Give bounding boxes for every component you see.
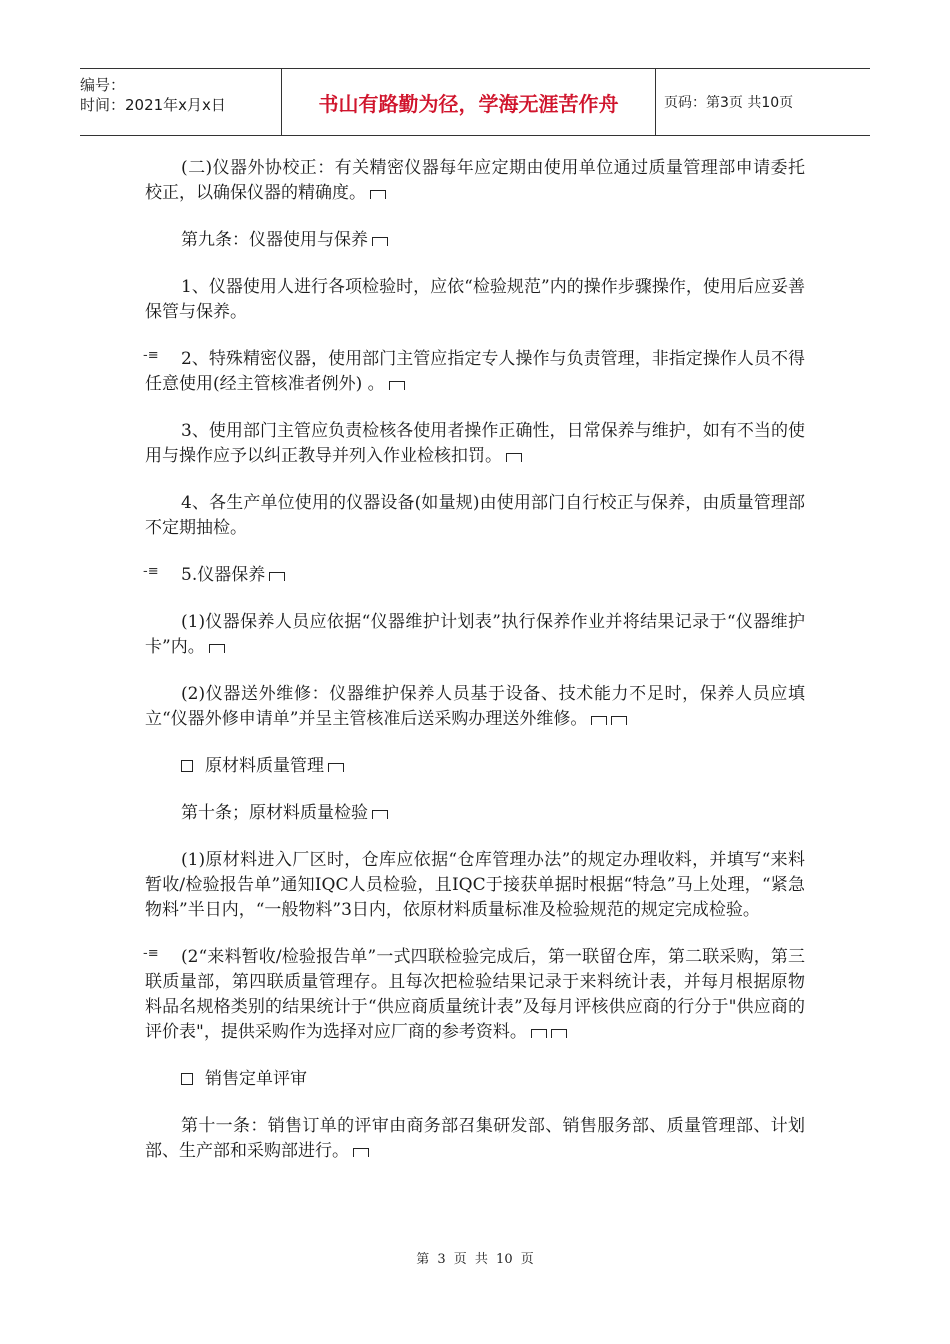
paragraph: (二)仪器外协校正：有关精密仪器每年应定期由使用单位通过质量管理部申请委托校正，以确保仪器的精确度。 — [145, 158, 805, 203]
checkbox-icon — [181, 760, 193, 772]
doc-time-label: 时间：2021年x月x日 — [80, 96, 226, 114]
article-heading: 第十条；原材料质量检验 — [145, 801, 805, 826]
paragraph: 4、各生产单位使用的仪器设备(如量规)由使用部门自行校正与保养，由质量管理部不定期抽检。 — [145, 493, 805, 538]
paragraph: (1)原材料进入厂区时，仓库应依据“仓库管理办法”的规定办理收料，并填写“来料暂收/检验报告单”通知IQC人员检验，且IQC于接获单据时根据“特急”马上处理，“紧急物料”半日内，“一般物料”3日内，依原材料质量标准及检验规范的规定完成检验。 — [145, 850, 805, 920]
return-mark-icon — [551, 1029, 567, 1038]
paragraph: 5.仪器保养 — [145, 563, 805, 588]
side-mark: -≡ — [143, 564, 159, 579]
document-body — [145, 156, 805, 1186]
paragraph: (2“来料暂收/检验报告单”一式四联检验完成后，第一联留仓库，第二联采购，第三联质量部，第四联质量管理存。且每次把检验结果记录于来料统计表，并每月根据原物料品名规格类别的结果统计于“供应商质量统计表”及每月评核供应商的行分于"供应商的评价表"，提供采购作为选择对应厂商的参考资料。 — [145, 947, 805, 1042]
header-meta — [80, 69, 281, 135]
page-header — [80, 68, 870, 136]
paragraph: (1)仪器保养人员应依据“仪器维护计划表”执行保养作业并将结果记录于“仪器维护卡”内。 — [145, 612, 805, 657]
side-mark: -≡ — [143, 946, 159, 961]
return-mark-icon — [269, 572, 285, 581]
doc-number-label: 编号： — [80, 76, 126, 94]
checkbox-icon — [181, 1073, 193, 1085]
return-mark-icon — [353, 1148, 369, 1157]
return-mark-icon — [389, 381, 405, 390]
return-mark-icon — [209, 644, 225, 653]
paragraph: 3、使用部门主管应负责检核各使用者操作正确性，日常保养与维护，如有不当的使用与操作应予以纠正教导并列入作业检核扣罚。 — [145, 421, 805, 466]
paragraph: 2、特殊精密仪器，使用部门主管应指定专人操作与负责管理，非指定操作人员不得任意使用(经主管核准者例外) 。 — [145, 349, 805, 394]
return-mark-icon — [372, 237, 388, 246]
return-mark-icon — [506, 453, 522, 462]
paragraph: (2)仪器送外维修：仪器维护保养人员基于设备、技术能力不足时，保养人员应填立“仪器外修申请单”并呈主管核准后送采购办理送外维修。 — [145, 684, 805, 729]
paragraph: 1、仪器使用人进行各项检验时，应依“检验规范”内的操作步骤操作，使用后应妥善保管与保养。 — [145, 277, 805, 322]
return-mark-icon — [328, 763, 344, 772]
header-page-info: 页码：第3页 共10页 — [664, 95, 794, 111]
return-mark-icon — [372, 810, 388, 819]
section-heading: 销售定单评审 — [145, 1067, 805, 1092]
article-heading: 第九条：仪器使用与保养 — [145, 228, 805, 253]
header-motto: 书山有路勤为径，学海无涯苦作舟 — [281, 69, 656, 135]
paragraph: 第十一条：销售订单的评审由商务部召集研发部、销售服务部、质量管理部、计划部、生产部和采购部进行。 — [145, 1116, 805, 1161]
return-mark-icon — [370, 190, 386, 199]
section-heading: 原材料质量管理 — [145, 754, 805, 779]
page-footer: 第 3 页 共 10 页 — [416, 1252, 534, 1267]
side-mark: -≡ — [143, 348, 159, 363]
return-mark-icon — [531, 1029, 547, 1038]
return-mark-icon — [611, 716, 627, 725]
return-mark-icon — [591, 716, 607, 725]
